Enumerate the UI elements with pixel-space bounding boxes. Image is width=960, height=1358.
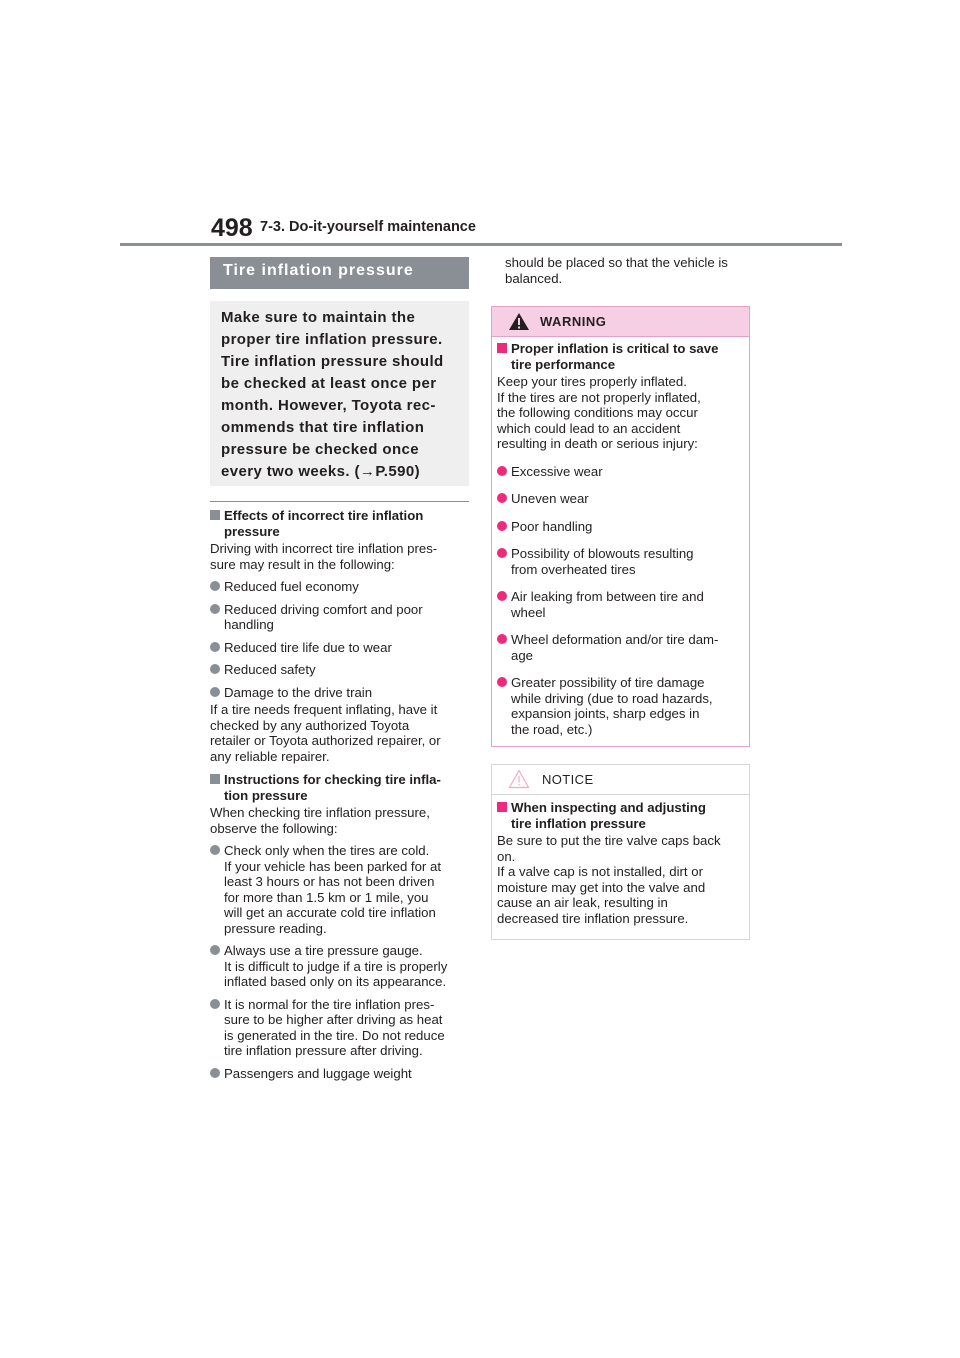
- bullet-icon: [210, 642, 220, 652]
- list-item: [497, 519, 745, 535]
- square-bullet-icon: [497, 343, 507, 353]
- list-item-line: It is difficult to judge if a tire is properly: [224, 958, 448, 974]
- paragraph-line: decreased tire inflation pressure.: [497, 910, 689, 926]
- list-item-line: pressure reading.: [224, 920, 327, 936]
- instructions-intro: [210, 805, 472, 836]
- list-item-line: sure to be higher after driving as heat: [224, 1012, 443, 1027]
- paragraph-line: cause an air leak, resulting in: [497, 895, 668, 910]
- bullet-icon: [497, 521, 507, 531]
- warning-label: WARNING: [540, 314, 607, 329]
- paragraph-line: the following conditions may occur: [497, 405, 698, 420]
- paragraph-line: Keep your tires properly inflated.: [497, 374, 687, 389]
- list-item-line: Poor handling: [511, 518, 593, 534]
- list-item: [210, 843, 472, 936]
- list-item-line: Reduced tire life due to wear: [224, 639, 392, 655]
- list-item-line: Passengers and luggage weight: [224, 1065, 412, 1081]
- list-item-line: It is normal for the tire inflation pres-: [224, 996, 435, 1012]
- bullet-icon: [497, 548, 507, 558]
- paragraph-line: should be placed so that the vehicle is: [505, 255, 728, 270]
- list-item-line: Reduced fuel economy: [224, 579, 359, 594]
- bullet-icon: [210, 999, 220, 1009]
- paragraph-line: checked by any authorized Toyota: [210, 717, 410, 733]
- notice-text: [497, 833, 745, 926]
- notice-label: NOTICE: [542, 772, 594, 787]
- continued-text: [492, 255, 750, 286]
- chapter-title: 7-3. Do-it-yourself maintenance: [260, 219, 476, 235]
- list-item-line: handling: [224, 617, 274, 632]
- notice-body: [492, 795, 749, 926]
- notice-header: [492, 765, 749, 795]
- bullet-icon: [210, 1068, 220, 1078]
- square-bullet-icon: [497, 802, 507, 812]
- list-item: [210, 579, 472, 595]
- list-item-line: Always use a tire pressure gauge.: [224, 943, 423, 958]
- list-item-line: Air leaking from between tire and: [511, 589, 704, 604]
- bullet-icon: [497, 677, 507, 687]
- paragraph-line: sure may result in the following:: [210, 556, 395, 572]
- effects-subheading: [210, 508, 472, 539]
- header-divider: [120, 243, 842, 246]
- paragraph-line: If a tire needs frequent inflating, have it: [210, 702, 438, 717]
- list-item: [210, 602, 472, 633]
- list-item-line: the road, etc.): [511, 721, 593, 737]
- bullet-icon: [497, 591, 507, 601]
- paragraph-line: resulting in death or serious injury:: [497, 436, 698, 451]
- list-item: [497, 464, 745, 480]
- list-item-line: Check only when the tires are cold.: [224, 843, 430, 858]
- bullet-icon: [497, 466, 507, 476]
- instructions-subheading: [210, 772, 472, 803]
- list-item-line: Reduced safety: [224, 662, 316, 677]
- paragraph-line: observe the following:: [210, 820, 338, 836]
- list-item-line: from overheated tires: [511, 561, 636, 577]
- subheading-line: Instructions for checking tire infla-: [224, 772, 441, 787]
- paragraph-line: any reliable repairer.: [210, 748, 330, 764]
- paragraph-line: moisture may get into the valve and: [497, 879, 706, 895]
- paragraph-line: on.: [497, 848, 516, 864]
- intro-line: month. However, Toyota rec-: [221, 397, 436, 414]
- list-item-line: Damage to the drive train: [224, 684, 373, 700]
- paragraph-line: retailer or Toyota authorized repairer, or: [210, 733, 441, 748]
- paragraph-line: If the tires are not properly inflated,: [497, 389, 701, 405]
- list-item: [210, 997, 472, 1059]
- list-item-line: Excessive wear: [511, 463, 603, 479]
- bullet-icon: [210, 945, 220, 955]
- list-item-line: expansion joints, sharp edges in: [511, 706, 700, 721]
- paragraph-line: If a valve cap is not installed, dirt or: [497, 864, 703, 879]
- subheading-line: tire inflation pressure: [511, 815, 646, 831]
- list-item: [497, 675, 745, 737]
- section-divider: [210, 501, 469, 502]
- paragraph-line: Driving with incorrect tire inflation pres-: [210, 541, 438, 556]
- list-item: [497, 632, 745, 663]
- subheading-line: tire performance: [511, 356, 616, 372]
- bullet-icon: [497, 493, 507, 503]
- subheading-line: tion pressure: [224, 787, 308, 803]
- list-item-line: will get an accurate cold tire inflation: [224, 905, 436, 920]
- intro-line: Make sure to maintain the: [221, 309, 416, 326]
- intro-line: ommends that tire inflation: [221, 419, 425, 436]
- list-item-line: Greater possibility of tire damage: [511, 675, 705, 690]
- list-item-line: Uneven wear: [511, 491, 589, 506]
- list-item-line: Wheel deformation and/or tire dam-: [511, 632, 719, 647]
- subheading-line: Effects of incorrect tire inflation: [224, 508, 424, 523]
- square-bullet-icon: [210, 510, 220, 520]
- list-item-line: least 3 hours or has not been driven: [224, 874, 435, 889]
- square-bullet-icon: [210, 774, 220, 784]
- effects-intro: [210, 541, 472, 572]
- effects-after: [210, 702, 472, 764]
- list-item-line: inflated based only on its appearance.: [224, 974, 447, 989]
- paragraph-line: balanced.: [505, 270, 563, 286]
- list-item-line: is generated in the tire. Do not reduce: [224, 1027, 445, 1043]
- list-item: [210, 662, 472, 678]
- list-item-line: wheel: [511, 604, 546, 620]
- subheading-line: Proper inflation is critical to save: [511, 341, 719, 356]
- paragraph-line: Be sure to put the tire valve caps back: [497, 833, 721, 848]
- warning-header: [492, 307, 749, 337]
- list-item: [497, 491, 745, 507]
- intro-box: [210, 301, 469, 486]
- section-heading: Tire inflation pressure: [210, 257, 469, 289]
- subheading-line: When inspecting and adjusting: [511, 800, 706, 815]
- intro-line: proper tire inflation pressure.: [221, 331, 443, 348]
- left-column: [210, 508, 472, 1081]
- list-item: [210, 943, 472, 990]
- notice-box: [491, 764, 750, 940]
- list-item-line: age: [511, 647, 534, 663]
- list-item: [210, 1066, 472, 1082]
- list-item-line: for more than 1.5 km or 1 mile, you: [224, 889, 429, 905]
- list-item: [210, 685, 472, 701]
- paragraph-line: When checking tire inflation pressure,: [210, 805, 430, 820]
- intro-line: every two weeks. (→P.590): [221, 463, 420, 480]
- list-item: [210, 640, 472, 656]
- warning-intro: [497, 374, 745, 452]
- warning-box: [491, 306, 750, 747]
- bullet-icon: [497, 634, 507, 644]
- list-item-line: while driving (due to road hazards,: [511, 690, 713, 706]
- caution-triangle-icon: [508, 769, 530, 794]
- warning-triangle-icon: [508, 312, 530, 336]
- intro-line: be checked at least once per: [221, 375, 437, 392]
- bullet-icon: [210, 604, 220, 614]
- bullet-icon: [210, 581, 220, 591]
- intro-line: pressure be checked once: [221, 441, 420, 458]
- subheading-line: pressure: [224, 523, 280, 539]
- list-item-line: If your vehicle has been parked for at: [224, 858, 441, 874]
- list-item-line: tire inflation pressure after driving.: [224, 1043, 423, 1058]
- list-item-line: Reduced driving comfort and poor: [224, 601, 423, 617]
- page-number: 498: [211, 214, 253, 242]
- list-item: [497, 589, 745, 620]
- bullet-icon: [210, 664, 220, 674]
- bullet-icon: [210, 845, 220, 855]
- bullet-icon: [210, 687, 220, 697]
- warning-subheading: [497, 341, 745, 372]
- paragraph-line: which could lead to an accident: [497, 420, 681, 436]
- notice-subheading: [497, 800, 745, 831]
- list-item: [497, 546, 745, 577]
- list-item-line: Possibility of blowouts resulting: [511, 546, 694, 561]
- intro-line: Tire inflation pressure should: [221, 353, 444, 370]
- warning-body: [492, 337, 749, 737]
